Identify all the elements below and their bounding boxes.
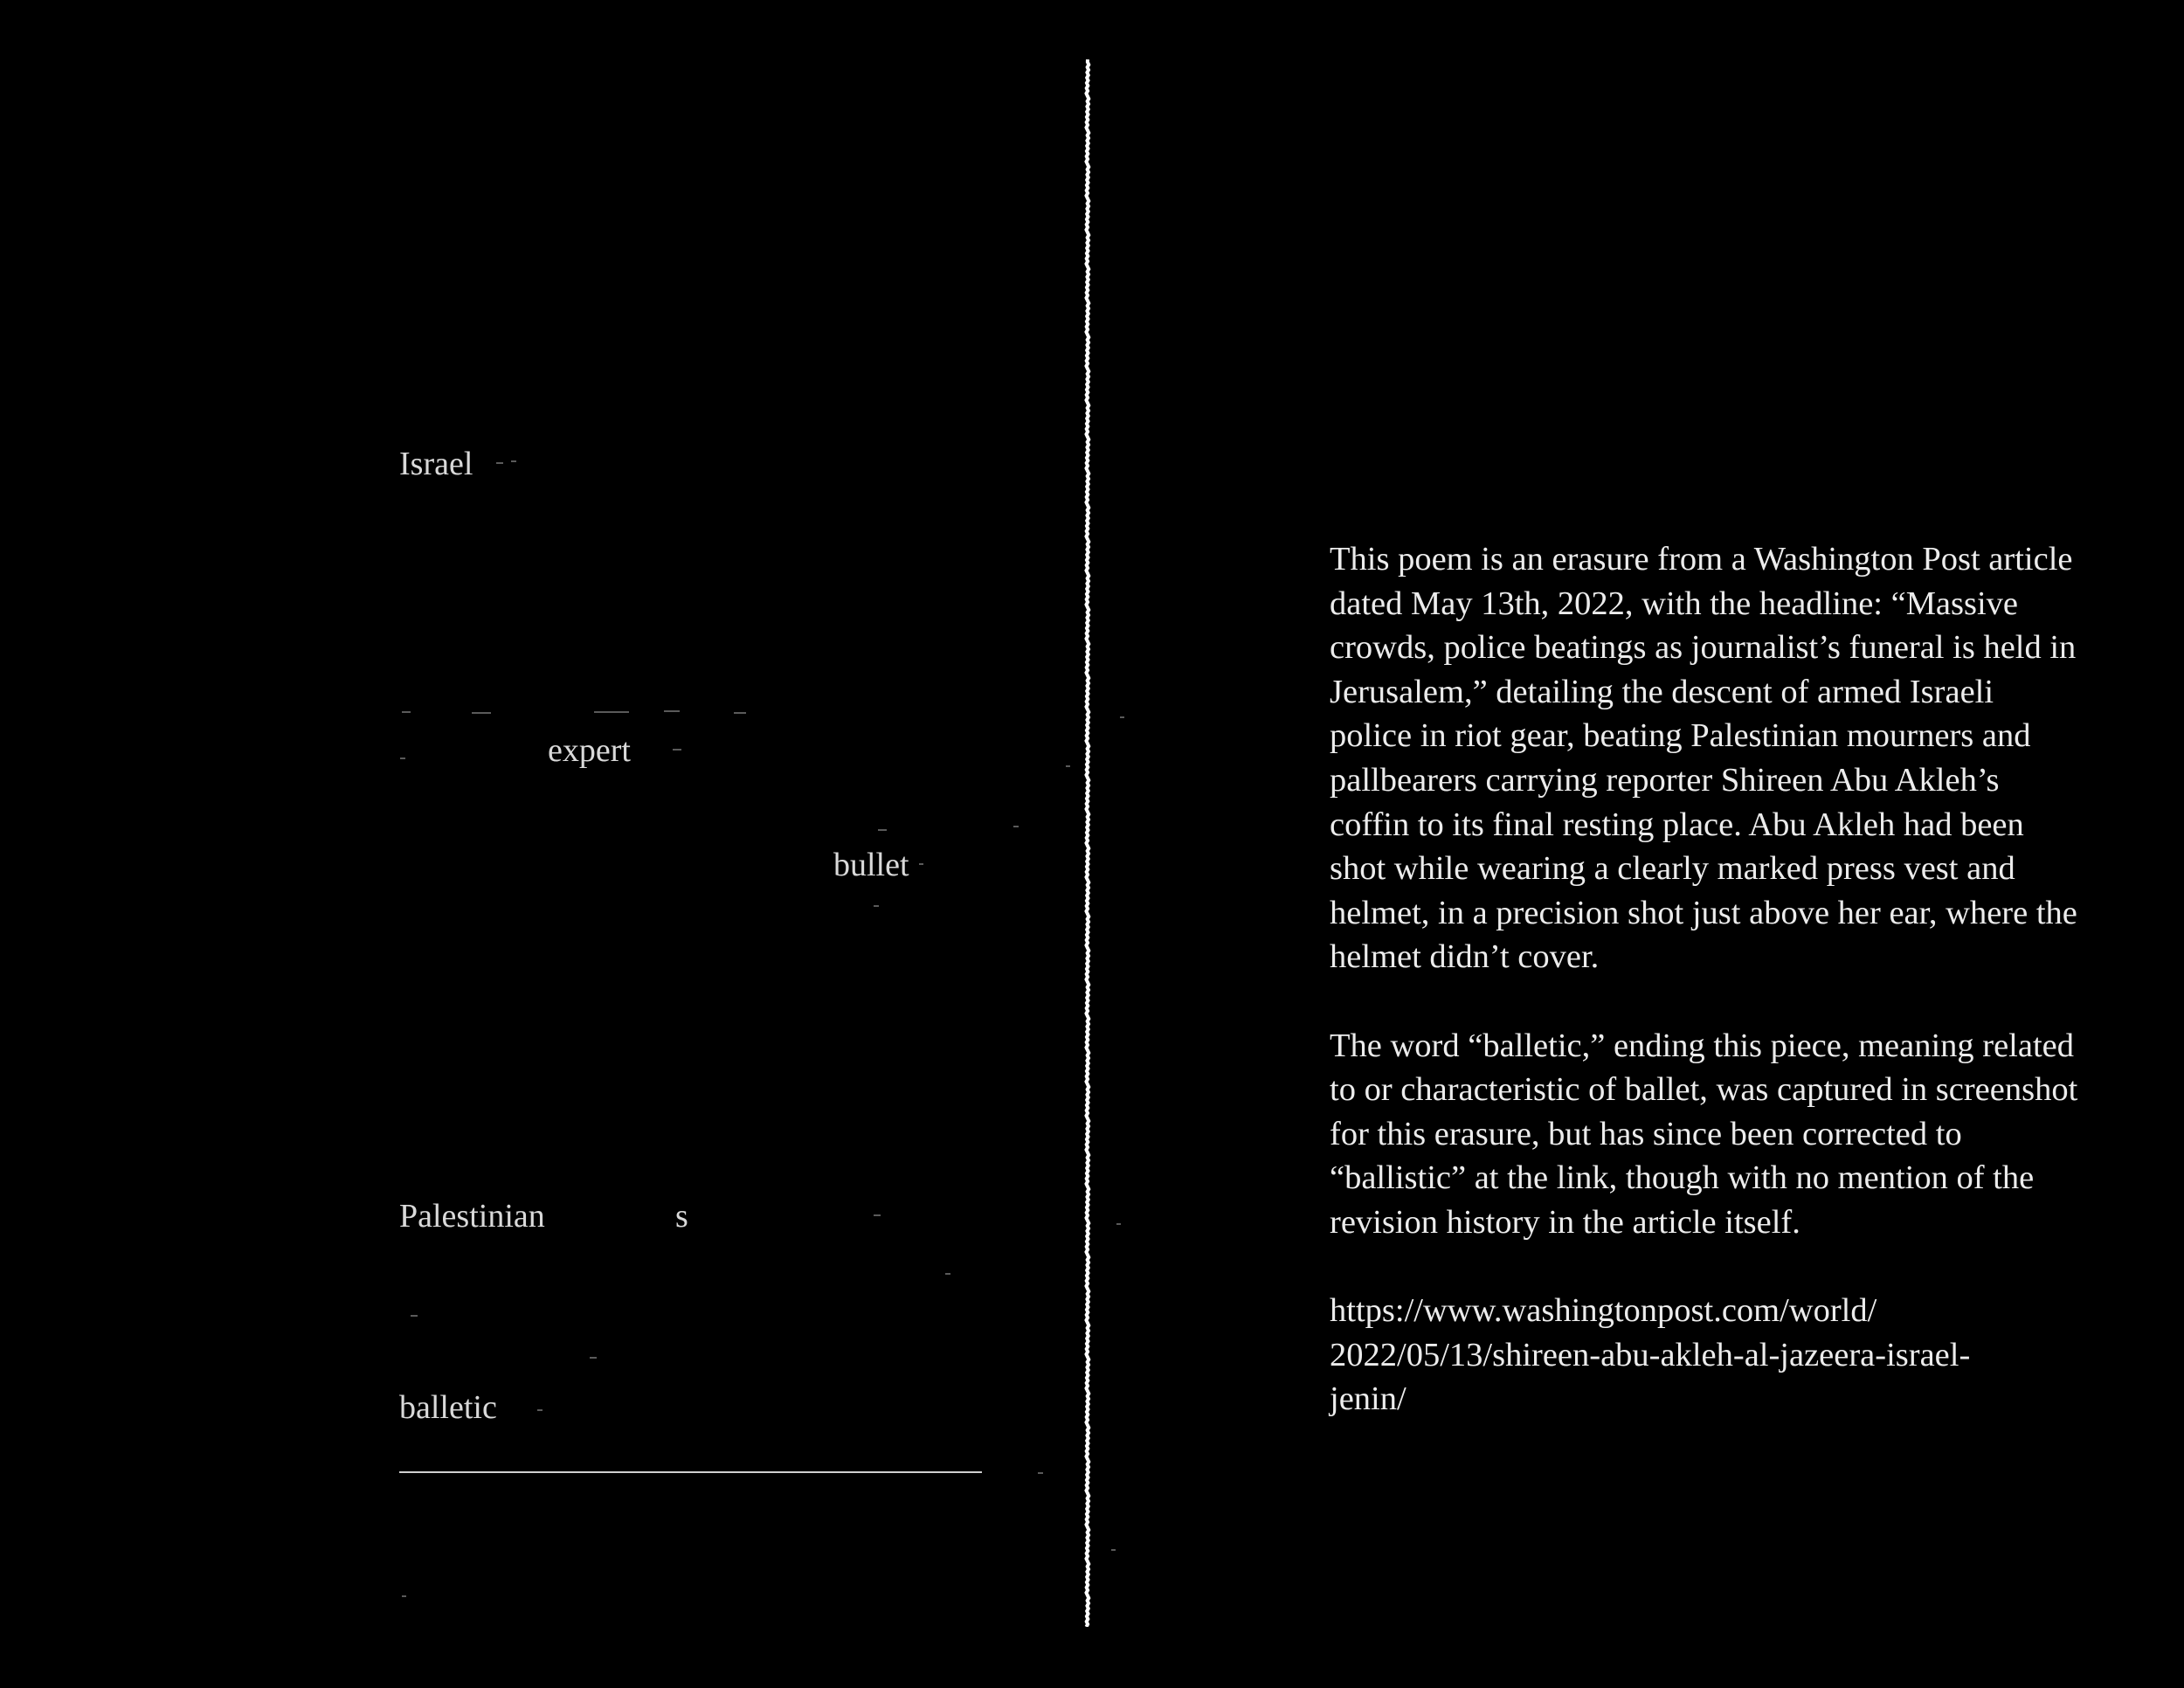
erasure-speck: [411, 1315, 418, 1317]
erasure-speck: [402, 711, 411, 713]
book-spine-line: [1083, 59, 1092, 1627]
erasure-speck: [496, 462, 503, 464]
erasure-speck: [511, 460, 516, 462]
erasure-speck: [919, 863, 923, 865]
poem-word-balletic: balletic: [399, 1389, 497, 1426]
erasure-speck: [590, 1357, 597, 1359]
erasure-speck: [400, 758, 405, 759]
erasure-speck: [402, 1595, 406, 1597]
erasure-speck: [594, 711, 629, 713]
erasure-speck: [472, 712, 491, 714]
note-paragraph-context: This poem is an erasure from a Washington Post article dated May 13th, 2022, with the headline: “Massive crowds, police beatings as journalist’s funeral is held in Jerusalem,” detailing the descent of armed Israeli police in riot gear, beating Palestinian mourners and pallbearers carrying reporter Shireen Abu Akleh’s coffin to its final resting place. Abu Akleh had been shot while wearing a clearly marked press vest and helmet, in a precision shot just above her ear, where the helmet didn’t cover.: [1330, 541, 2077, 976]
erasure-speck: [874, 1214, 881, 1216]
poem-end-rule: [399, 1471, 982, 1473]
erasure-speck: [1038, 1472, 1043, 1474]
source-url-line: 2022/05/13/shireen-abu-akleh-al-jazeera-israel-: [1330, 1336, 1971, 1373]
source-url: [1330, 1289, 2081, 1422]
erasure-speck: [673, 749, 681, 751]
poem-word-expert: expert: [548, 732, 631, 769]
erasure-speck: [537, 1409, 543, 1411]
poem-word-palestinian: Palestinian: [399, 1198, 545, 1235]
source-url-line: https://www.washingtonpost.com/world/: [1330, 1292, 1877, 1330]
erasure-speck: [878, 829, 887, 831]
erasure-speck: [874, 905, 879, 907]
source-url-line: jenin/: [1330, 1380, 1406, 1418]
poem-word-bullet: bullet: [833, 847, 909, 883]
poem-word-israel: Israel: [399, 446, 473, 482]
erasure-speck: [1013, 826, 1019, 827]
erasure-speck: [1066, 765, 1070, 767]
erasure-speck: [664, 710, 680, 712]
poem-page: [0, 0, 1087, 1688]
erasure-speck: [734, 712, 746, 714]
poem-word-s: s: [675, 1198, 688, 1235]
erasure-speck: [945, 1273, 950, 1275]
author-note: [1330, 537, 2081, 1422]
note-paragraph-balletic: The word “balletic,” ending this piece, meaning related to or characteristic of ballet, was captured in screenshot for this erasure, but has since been corrected to “ballistic” at the link, though with no mention of the revision history in the article itself.: [1330, 1027, 2078, 1241]
